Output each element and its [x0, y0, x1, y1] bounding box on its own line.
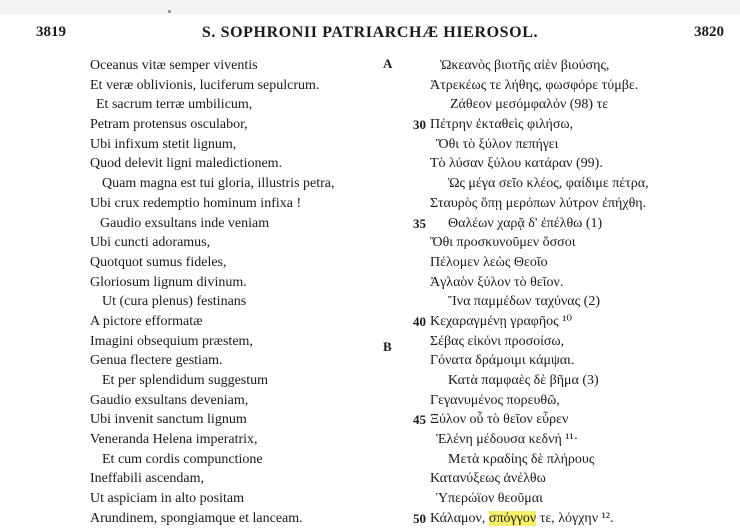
latin-line: Petram protensus osculabor,: [90, 117, 248, 133]
greek-line: [430, 469, 649, 489]
line-number: 45: [413, 412, 426, 428]
latin-line: Imagini obsequium præstem,: [90, 333, 253, 349]
greek-line: [430, 391, 649, 411]
greek-line: [430, 154, 649, 174]
latin-line: Ut aspiciam in alto positam: [90, 491, 244, 507]
greek-text: Κεχαραγμένῃ γραφῆος ¹⁰: [430, 313, 573, 329]
greek-line: [413, 312, 649, 332]
latin-line: Ubi invenit sanctum lignum: [90, 412, 247, 428]
greek-text: Ξύλον οὗ τὸ θεῖον εὗρεν: [430, 412, 569, 428]
greek-text: Γόνατα δράμοιμι κάμψαι.: [430, 353, 575, 369]
greek-line: [430, 174, 649, 194]
latin-line: Ubi crux redemptio hominum infixa !: [90, 195, 302, 211]
greek-text: Θαλέων χαρᾷ δ' ἐπέλθω (1): [448, 215, 603, 231]
line-number: 50: [413, 510, 426, 526]
greek-text: Ἀγλαὸν ξύλον τὸ θεῖον.: [430, 274, 564, 290]
latin-line: Et per splendidum suggestum: [102, 373, 269, 388]
latin-line: Quotquot sumus fideles,: [90, 254, 227, 270]
greek-line: [430, 273, 649, 293]
greek-line: [430, 56, 649, 76]
latin-line: Et veræ oblivionis, luciferum sepulcrum.: [90, 77, 320, 93]
greek-line: [413, 214, 649, 234]
page-header: [0, 24, 740, 52]
greek-text: Ὅθι τὸ ξύλον πεπήγει: [436, 136, 559, 152]
latin-line: Et sacrum terræ umbilicum,: [96, 97, 253, 113]
latin-line: Quod delevit ligni maledictionem.: [90, 156, 283, 172]
greek-line: [413, 509, 649, 529]
greek-text: τε, λόγχην ¹².: [536, 510, 614, 526]
latin-line: Et cum cordis compunctione: [102, 451, 263, 467]
greek-line: [430, 233, 649, 253]
latin-line: Ineffabili ascendam,: [90, 471, 205, 487]
greek-text: Ὠκεανὸς βιοτῆς αἰὲν βιούσης,: [440, 58, 610, 73]
greek-line: [430, 371, 649, 391]
latin-line: Gloriosum lignum divinum.: [90, 274, 247, 290]
greek-line: [413, 115, 649, 135]
section-marker-b: B: [383, 339, 392, 354]
greek-column: [413, 56, 649, 529]
latin-line: Gaudio exsultans deveniam,: [90, 392, 249, 408]
greek-text: Ἑλένη μέδουσα κεδνή ¹¹·: [436, 432, 579, 448]
greek-line: [430, 332, 649, 352]
greek-text: Γεγανυμένος πορευθῶ,: [430, 392, 560, 408]
greek-text: Πέτρην ἐκταθεὶς φιλήσω,: [430, 117, 574, 133]
latin-line: Ubi infixum stetit lignum,: [90, 136, 237, 152]
greek-text: Ζάθεον μεσόμφαλόν (98) τε: [450, 97, 609, 113]
greek-text: Σταυρὸς ὅπῃ μερόπων λύτρον ἐπήχθη.: [430, 195, 647, 211]
greek-text: Πέλομεν λεὼς Θεοῖο: [430, 254, 548, 270]
latin-line: Veneranda Helena imperatrix,: [90, 432, 258, 448]
greek-line: [430, 135, 649, 155]
greek-line: [430, 253, 649, 273]
greek-line: [430, 450, 649, 470]
line-number: 30: [413, 117, 426, 133]
greek-text: Ὅθι προσκυνοῦμεν ὅσσοι: [430, 235, 576, 251]
section-marker-a: A: [383, 56, 393, 71]
greek-text: Ἀτρεκέως τε λήθης, φωσφόρε τύμβε.: [430, 77, 639, 93]
greek-text: Κάλαμον,: [430, 510, 489, 526]
latin-column: [90, 56, 335, 529]
greek-text: Ὑπερώϊον θεοῦμαι: [436, 491, 543, 507]
scan-top-edge: [0, 0, 740, 14]
line-number: 40: [413, 313, 426, 329]
greek-line: [430, 76, 649, 96]
greek-text: Κατὰ παμφαὲς δὲ βῆμα (3): [448, 373, 599, 388]
greek-text: Ὡς μέγα σεῖο κλέος, φαίδιμε πέτρα,: [448, 176, 649, 192]
latin-line: Ubi cuncti adoramus,: [90, 235, 211, 251]
latin-line: Quam magna est tui gloria, illustris petra,: [102, 176, 335, 192]
greek-text: Ἵνα παμμέδων ταχύνας (2): [448, 294, 601, 310]
highlighted-word: σπόγγον: [488, 510, 537, 526]
right-page-number: 3820: [694, 24, 724, 40]
greek-line: [430, 489, 649, 509]
latin-line: A pictore efformatæ: [90, 313, 203, 329]
greek-text: Τὸ λύσαν ξύλου κατάραν (99).: [430, 156, 603, 172]
greek-line: [430, 95, 649, 115]
greek-line: [413, 410, 649, 430]
greek-text: Κατανύξεως ἀνέλθω: [430, 471, 546, 487]
line-number: 35: [413, 215, 426, 231]
scan-speck: [168, 10, 171, 13]
latin-line: Genua flectere gestiam.: [90, 353, 223, 369]
latin-line: Oceanus vitæ semper viventis: [90, 58, 258, 73]
greek-line: [430, 430, 649, 450]
latin-line: Arundinem, spongiamque et lanceam.: [90, 510, 303, 526]
greek-line: [430, 351, 649, 371]
running-title: S. SOPHRONII PATRIARCHÆ HIEROSOL.: [201, 24, 539, 41]
greek-line: [430, 194, 649, 214]
left-page-number: 3819: [36, 24, 66, 40]
latin-line: Ut (cura plenus) festinans: [102, 294, 247, 310]
greek-text: Σέβας εἰκόνι προσοίσω,: [430, 333, 565, 349]
latin-line: Gaudio exsultans inde veniam: [100, 215, 270, 231]
greek-text: Μετὰ κραδίης δὲ πλήρους: [448, 451, 595, 467]
greek-line: [430, 292, 649, 312]
